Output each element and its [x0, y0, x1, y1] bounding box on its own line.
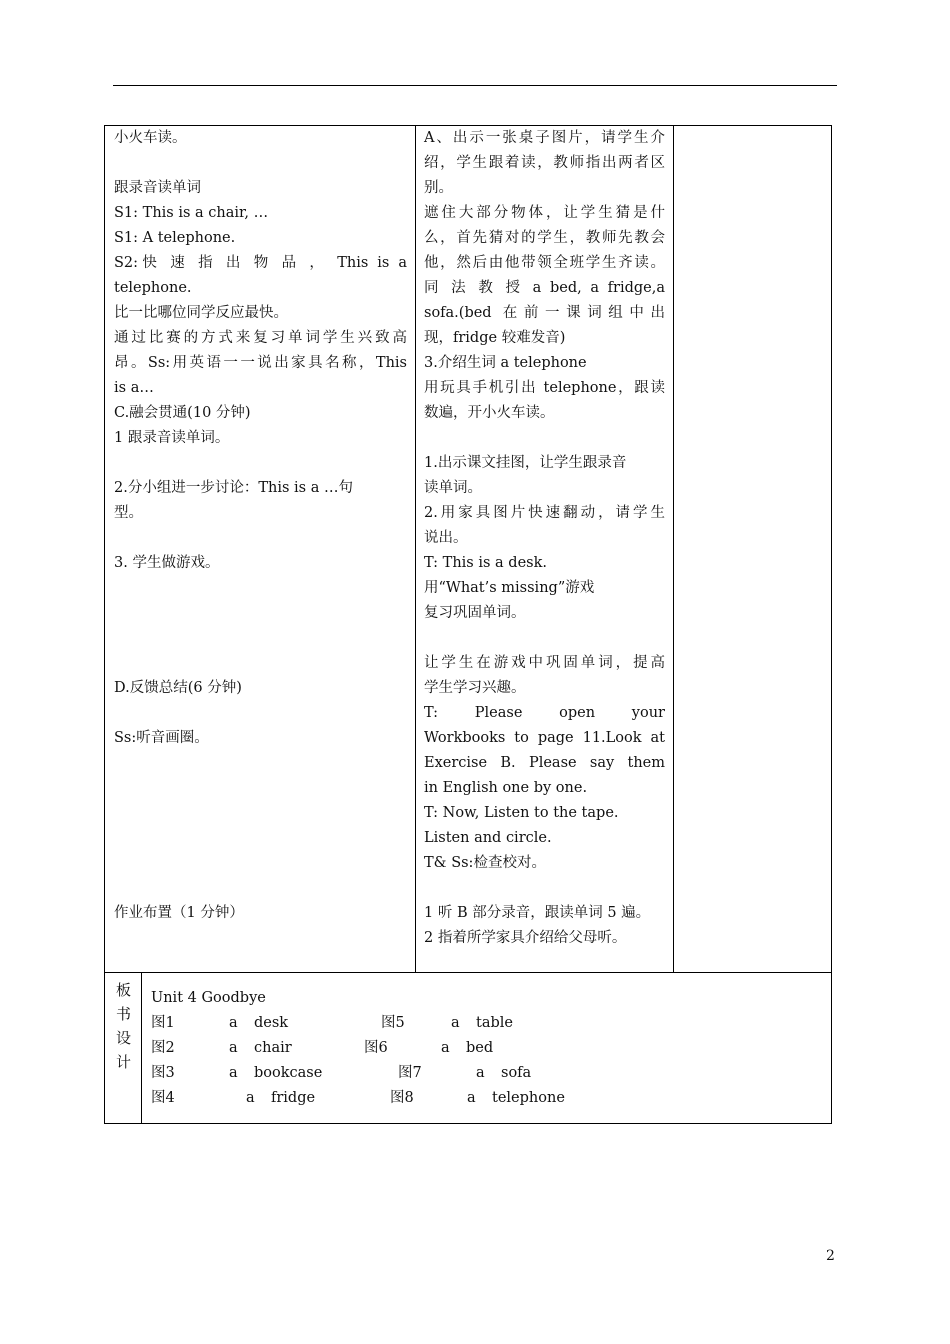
text-line: D.反馈总结(6 分钟): [114, 680, 242, 696]
notes-column: [675, 127, 830, 970]
text-line: telephone.: [114, 280, 192, 296]
text-line: 数遍，开小火车读。: [424, 405, 555, 421]
text-line: [114, 576, 407, 601]
figure-label: 图5: [381, 1015, 405, 1031]
vocab-word: chair: [254, 1040, 292, 1056]
board-label-char: 板: [115, 981, 131, 999]
text-line: 么，首先猜对的学生，教师先教会: [424, 230, 665, 246]
text-line: [114, 526, 407, 551]
text-line: 用“What’s missing”游戏: [424, 580, 595, 596]
text-line: T: This is a desk.: [424, 555, 547, 571]
text-line: 1 跟录音读单词。: [114, 430, 230, 446]
text-line: 1.出示课文挂图，让学生跟录音: [424, 455, 627, 471]
text-line: 让学生在游戏中巩固单词，提高: [424, 655, 665, 671]
figure-label: 图1: [151, 1015, 175, 1031]
text-line: T& Ss:检查校对。: [424, 855, 546, 871]
figure-label: 图6: [364, 1040, 388, 1056]
article: a: [476, 1065, 485, 1081]
vocab-word: bed: [466, 1040, 494, 1056]
text-line: sofa.(bed 在前一课词组中出: [424, 305, 665, 321]
text-line: [114, 151, 407, 176]
text-line: [424, 876, 665, 901]
article: a: [229, 1015, 238, 1031]
text-line: 遮住大部分物体，让学生猜是什: [424, 205, 665, 221]
text-line: 复习巩固单词。: [424, 605, 526, 621]
text-line: 2.分小组进一步讨论：This is a …句: [114, 480, 353, 496]
text-line: 他，然后由他带领全班学生齐读。: [424, 255, 665, 271]
text-line: [114, 826, 407, 851]
text-line: [114, 701, 407, 726]
text-line: 1 听 B 部分录音，跟读单词 5 遍。: [424, 905, 651, 921]
vocab-word: fridge: [271, 1090, 316, 1106]
column-divider-2: [673, 125, 674, 972]
board-label-char: 书: [115, 1005, 131, 1023]
figure-label: 图4: [151, 1090, 175, 1106]
vocab-word: sofa: [501, 1065, 532, 1081]
text-line: 小火车读。: [114, 130, 187, 146]
text-line: 说出。: [424, 530, 468, 546]
student-activity-column: [114, 126, 407, 926]
text-line: 型。: [114, 505, 143, 521]
board-row: [151, 1011, 751, 1036]
article: a: [229, 1040, 238, 1056]
text-line: in English one by one.: [424, 780, 588, 796]
text-line: [114, 851, 407, 876]
figure-label: 图2: [151, 1040, 175, 1056]
text-line: 比一比哪位同学反应最快。: [114, 305, 288, 321]
board-label-divider: [141, 972, 142, 1124]
board-design-label: [109, 978, 138, 1074]
text-line: Workbooks to page 11.Look at: [424, 730, 665, 746]
figure-label: 图7: [398, 1065, 422, 1081]
row-divider: [104, 972, 832, 973]
figure-label: 图3: [151, 1065, 175, 1081]
board-row: [151, 1061, 751, 1086]
vocab-word: telephone: [492, 1090, 565, 1106]
text-line: S1: This is a chair, …: [114, 205, 269, 221]
board-row: [151, 1086, 751, 1111]
article: a: [451, 1015, 460, 1031]
board-title: Unit 4 Goodbye: [151, 990, 266, 1006]
text-line: 读单词。: [424, 480, 482, 496]
text-line: A、出示一张桌子图片，请学生介: [424, 130, 665, 146]
text-line: S1: A telephone.: [114, 230, 236, 246]
teacher-activity-column: [424, 126, 665, 951]
text-line: 3.介绍生词 a telephone: [424, 355, 587, 371]
board-row: [151, 1036, 751, 1061]
text-line: 通过比赛的方式来复习单词学生兴致高: [114, 330, 407, 346]
text-line: [114, 626, 407, 651]
text-line: [114, 651, 407, 676]
text-line: C.融会贯通(10 分钟): [114, 405, 251, 421]
text-line: T: Please open your: [424, 705, 665, 721]
text-line: [424, 626, 665, 651]
text-line: Ss:听音画圈。: [114, 730, 209, 746]
text-line: 同 法 教 授 a bed, a fridge,a: [424, 280, 665, 296]
board-label-char: 计: [115, 1053, 131, 1071]
text-line: is a…: [114, 380, 154, 396]
text-line: 学生学习兴趣。: [424, 680, 526, 696]
text-line: 2.用家具图片快速翻动，请学生: [424, 505, 665, 521]
text-line: 跟录音读单词: [114, 180, 201, 196]
text-line: Listen and circle.: [424, 830, 552, 846]
figure-label: 图8: [390, 1090, 414, 1106]
text-line: 3. 学生做游戏。: [114, 555, 220, 571]
header-rule: [113, 85, 837, 86]
article: a: [467, 1090, 476, 1106]
article: a: [229, 1065, 238, 1081]
vocab-word: table: [476, 1015, 513, 1031]
page-number: 2: [826, 1248, 835, 1264]
text-line: [114, 776, 407, 801]
text-line: Exercise B. Please say them: [424, 755, 665, 771]
text-line: S2:快 速 指 出 物 品 ， This is a: [114, 255, 407, 271]
text-line: 用玩具手机引出 telephone，跟读: [424, 380, 665, 396]
text-line: [114, 601, 407, 626]
column-divider-1: [415, 125, 416, 972]
text-line: 现，fridge 较难发音): [424, 330, 566, 346]
text-line: [114, 876, 407, 901]
article: a: [441, 1040, 450, 1056]
text-line: [114, 801, 407, 826]
text-line: 昂。Ss:用英语一一说出家具名称，This: [114, 355, 407, 371]
text-line: 绍，学生跟着读，教师指出两者区: [424, 155, 665, 171]
text-line: 作业布置（1 分钟）: [114, 905, 244, 921]
text-line: [114, 451, 407, 476]
text-line: T: Now, Listen to the tape.: [424, 805, 619, 821]
board-title-row: [151, 986, 751, 1011]
text-line: [424, 426, 665, 451]
board-design: [151, 986, 751, 1111]
article: a: [246, 1090, 255, 1106]
text-line: 2 指着所学家具介绍给父母听。: [424, 930, 627, 946]
board-label-char: 设: [115, 1029, 131, 1047]
vocab-word: bookcase: [254, 1065, 323, 1081]
text-line: [114, 751, 407, 776]
text-line: 别。: [424, 180, 453, 196]
vocab-word: desk: [254, 1015, 289, 1031]
